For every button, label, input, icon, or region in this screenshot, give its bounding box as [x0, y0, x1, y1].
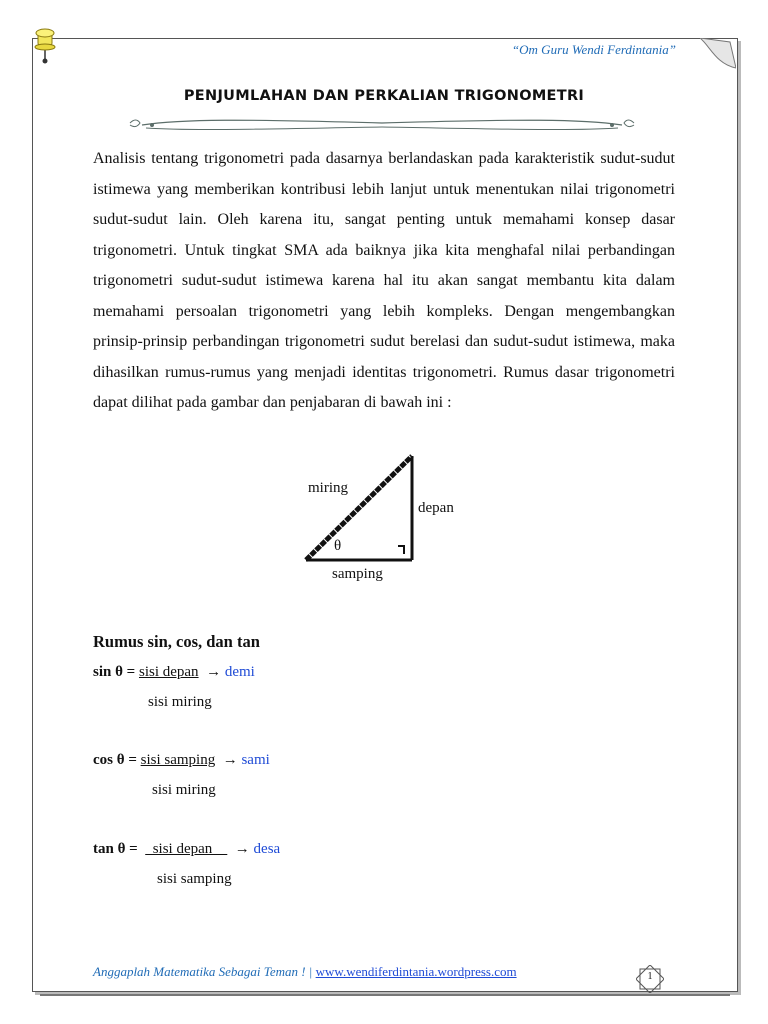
cos-mnemonic: sami	[241, 752, 270, 768]
formula-heading: Rumus sin, cos, dan tan	[93, 632, 260, 651]
tan-lhs: tan θ =	[93, 841, 138, 857]
page-title: PENJUMLAHAN DAN PERKALIAN TRIGONOMETRI	[183, 88, 585, 104]
tan-numerator: sisi depan	[145, 841, 228, 857]
label-depan: depan	[418, 500, 454, 516]
page-number: 1	[647, 971, 653, 982]
footer	[93, 964, 517, 980]
divider-ornament-icon	[122, 115, 642, 135]
page-curl-icon	[700, 38, 736, 72]
arrow-icon: →	[234, 841, 250, 857]
label-miring: miring	[308, 480, 348, 496]
label-theta: θ	[334, 538, 342, 554]
label-samping: samping	[332, 566, 383, 582]
cos-denominator: sisi miring	[152, 782, 216, 798]
page-number-badge	[636, 965, 664, 993]
footer-rule	[40, 994, 730, 996]
intro-paragraph: Analisis tentang trigonometri pada dasarnya berlandaskan pada karakteristik sudut-sudut istimewa yang memberikan kontribusi lebih lanjut untuk menentukan nilai trigonometri sudut-sudut lain. Oleh karena itu, sangat penting untuk memahami konsep dasar trigonometri. Untuk tingkat SMA ada baiknya jika kita menghafal nilai perbandingan trigonometri sudut-sudut istimewa karena hal itu akan sangat membantu kita dalam memahami persoalan trigonometri yang lebih kompleks. Dengan mengembangkan prinsip-prinsip perbandingan trigonometri sudut berelasi dan sudut-sudut istimewa, maka dihasilkan rumus-rumus yang menjadi identitas trigonometri. Rumus dasar trigonometri dapat dilihat pada gambar dan penjabaran di bawah ini :	[93, 150, 675, 411]
sin-numerator: sisi depan	[138, 664, 199, 680]
triangle-shape	[296, 448, 476, 588]
tan-formula	[93, 841, 280, 858]
cos-formula	[93, 752, 270, 769]
sin-denominator: sisi miring	[148, 694, 212, 710]
tan-denominator: sisi samping	[157, 871, 232, 887]
footer-website-link[interactable]: www.wendiferdintania.wordpress.com	[315, 964, 517, 979]
sin-mnemonic: demi	[224, 664, 255, 680]
sin-formula	[93, 664, 255, 681]
cos-numerator: sisi samping	[140, 752, 216, 768]
tan-mnemonic: desa	[253, 841, 281, 857]
footer-motto: Anggaplah Matematika Sebagai Teman ! |	[93, 964, 313, 979]
header-quote: “Om Guru Wendi Ferdintania”	[511, 42, 676, 57]
pushpin-icon	[30, 25, 60, 65]
arrow-icon: →	[206, 664, 222, 680]
sin-lhs: sin θ =	[93, 664, 136, 680]
arrow-icon: →	[222, 752, 238, 768]
right-triangle-diagram	[296, 448, 476, 588]
cos-lhs: cos θ =	[93, 752, 137, 768]
